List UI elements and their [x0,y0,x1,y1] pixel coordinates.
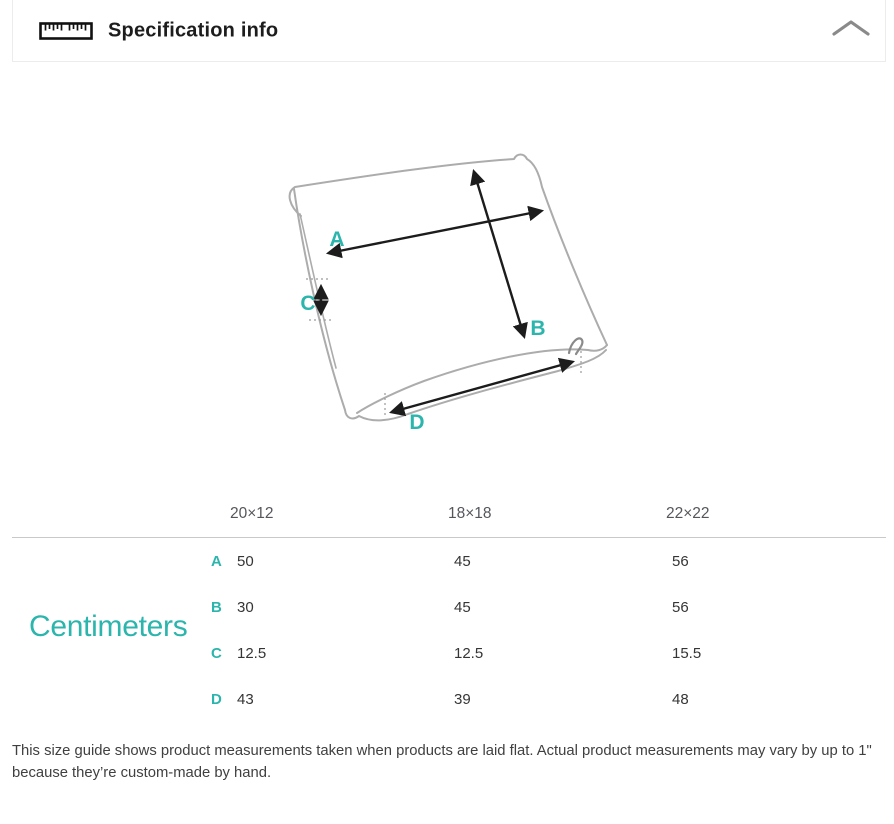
diagram-label-c: C [300,292,316,315]
diagram-label-d: D [409,411,425,434]
column-header-18x18: 18×18 [448,505,492,522]
row-label-c: C [211,645,222,662]
cell-d-22x22: 48 [672,691,689,708]
chevron-up-icon[interactable] [831,19,871,37]
measurement-arrows [321,172,572,412]
dotted-guides [306,279,581,417]
table-divider [12,537,886,538]
pillow-measurement-diagram [270,130,630,450]
column-header-20x12: 20×12 [230,505,274,522]
cell-a-18x18: 45 [454,553,471,570]
cell-d-18x18: 39 [454,691,471,708]
row-label-a: A [211,553,222,570]
cell-b-20x12: 30 [237,599,254,616]
cell-a-20x12: 50 [237,553,254,570]
diagram-label-b: B [530,317,546,340]
cell-b-22x22: 56 [672,599,689,616]
cell-c-18x18: 12.5 [454,645,484,662]
row-label-d: D [211,691,222,708]
pillow-outline [290,155,607,421]
diagram-label-a: A [329,228,345,251]
cell-a-22x22: 56 [672,553,689,570]
arrow-a [329,211,541,253]
unit-label: Centimeters [29,610,188,643]
column-header-22x22: 22×22 [666,505,710,522]
size-guide-footnote: This size guide shows product measurements taken when products are laid flat. Actual product measurements may vary by up to 1" because they’re custom-made by hand. [12,743,872,781]
specification-info-header[interactable] [12,0,886,62]
arrow-b [474,172,524,336]
arrow-d [392,362,572,412]
row-label-b: B [211,599,222,616]
cell-c-22x22: 15.5 [672,645,702,662]
ruler-icon [39,21,93,41]
panel-title: Specification info [108,19,279,41]
cell-c-20x12: 12.5 [237,645,267,662]
cell-d-20x12: 43 [237,691,254,708]
cell-b-18x18: 45 [454,599,471,616]
